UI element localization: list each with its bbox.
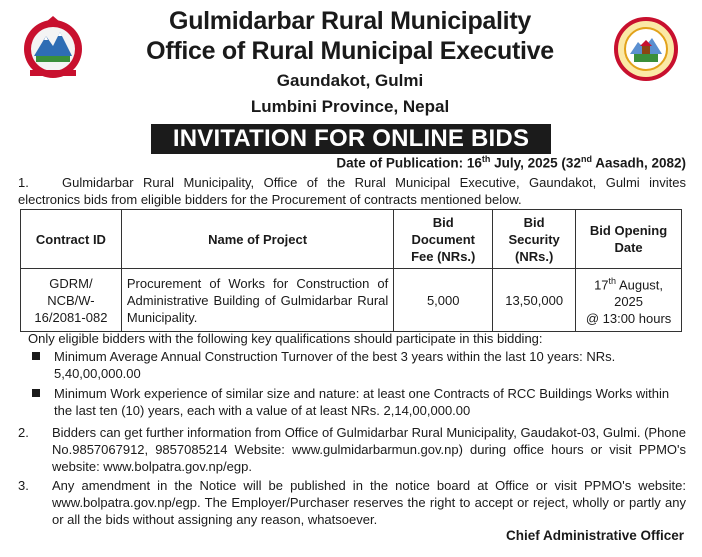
signature-title: Chief Administrative Officer xyxy=(505,528,684,543)
nepal-emblem-icon xyxy=(20,14,86,80)
cell-bid-document-fee: 5,000 xyxy=(394,269,493,332)
notice-item-2 xyxy=(18,424,686,475)
header-bid-document-fee: Bid Document Fee (NRs.) xyxy=(394,210,493,269)
municipality-seal-icon xyxy=(612,16,680,82)
contracts-table xyxy=(20,209,682,332)
item-text: Gulmidarbar Rural Municipality, Office of the Rural Municipal Executive, Gaundakot, Gulmi invites electronics bids from eligible bidders for the Procurement of contracts mentioned below. xyxy=(18,175,686,207)
banner-wrap xyxy=(0,124,702,154)
header-project-name: Name of Project xyxy=(121,210,393,269)
item-number: 2. xyxy=(18,425,29,440)
item-text: Any amendment in the Notice will be published in the notice board at Office or visit PPMO's website: www.bolpatra.gov.np/egp. The Employer/Purchaser reserves the right to accept or reject, wholly or partly any or all the bids without assigning any reason, whatsoever. xyxy=(52,478,686,527)
invitation-banner: INVITATION FOR ONLINE BIDS xyxy=(151,124,551,154)
qualification-bullet-1: Minimum Average Annual Construction Turnover of the best 3 years within the last 10 years: NRs. 5,40,00,000.00 xyxy=(54,348,684,382)
item-text: Bidders can get further information from Office of Gulmidarbar Rural Municipality, Gaudakot-03, Gulmi. (Phone No.9857067912, 9857085214 Website: www.gulmidarbarmun.gov.np) during office hours or visit PPMO's website: www.bolpatra.gov.np/egp. xyxy=(52,425,686,474)
qualifications-lead: Only eligible bidders with the following key qualifications should participate in this bidding: xyxy=(28,331,543,346)
header-bid-opening-date: Bid Opening Date xyxy=(576,210,682,269)
item-number: 1. xyxy=(18,175,29,190)
header-contract-id: Contract ID xyxy=(21,210,122,269)
notice-item-1 xyxy=(18,174,686,208)
address-line-2: Lumbini Province, Nepal xyxy=(250,97,450,116)
cell-project-name: Procurement of Works for Construction of Administrative Building of Gulmidarbar Rural Municipality. xyxy=(121,269,393,332)
square-bullet-icon xyxy=(32,389,40,397)
cell-bid-opening-date: 17th August, 2025 @ 13:00 hours xyxy=(576,269,682,332)
notice-item-3 xyxy=(18,477,686,528)
item-number: 3. xyxy=(18,478,29,493)
office-title: Office of Rural Municipal Executive xyxy=(146,37,554,65)
header-bid-security: Bid Security (NRs.) xyxy=(493,210,576,269)
qualification-bullet-2: Minimum Work experience of similar size and nature: at least one Contracts of RCC Buildings Works within the last ten (10) years, each with a value of at least NRs. 2,14,00,000.00 xyxy=(54,385,684,419)
address-line-1: Gaundakot, Gulmi xyxy=(276,71,424,90)
table-header-row xyxy=(21,210,682,269)
square-bullet-icon xyxy=(32,352,40,360)
municipality-title: Gulmidarbar Rural Municipality xyxy=(169,7,531,35)
table-row xyxy=(21,269,682,332)
publication-date: Date of Publication: 16th July, 2025 (32nd Aasadh, 2082) xyxy=(336,154,686,171)
cell-contract-id: GDRM/ NCB/W- 16/2081-082 xyxy=(21,269,122,332)
office-header xyxy=(100,6,600,118)
cell-bid-security: 13,50,000 xyxy=(493,269,576,332)
